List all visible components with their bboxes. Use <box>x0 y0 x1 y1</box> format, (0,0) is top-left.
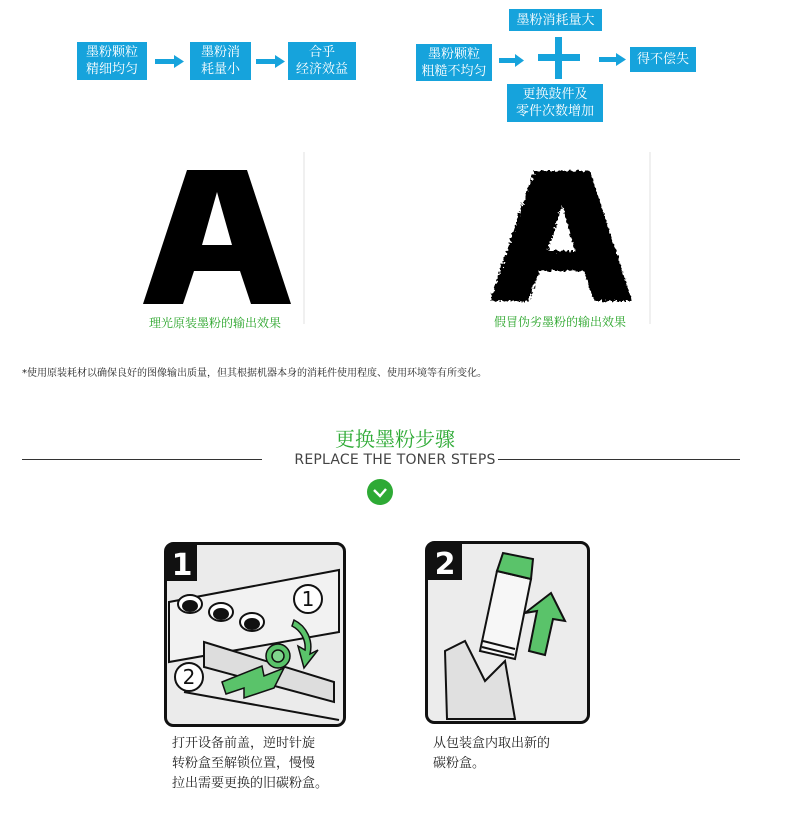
flow-box-coarse-particles: 墨粉颗粒 粗糙不均匀 <box>416 44 492 81</box>
step1-number: 1 <box>171 548 193 583</box>
divider <box>498 459 740 460</box>
disclaimer-note: *使用原装耗材以确保良好的图像输出质量，但其根据机器本身的消耗件使用程度、使用环境等有所变化。 <box>22 368 487 379</box>
check-circle-icon <box>367 479 393 505</box>
counterfeit-caption: 假冒伪劣墨粉的输出效果 <box>493 315 626 329</box>
flow-box-economic: 合乎 经济效益 <box>288 42 356 80</box>
divider <box>649 152 651 324</box>
flow-box-fine-particles: 墨粉颗粒 精细均匀 <box>77 42 147 80</box>
arrow-right-icon <box>155 55 185 69</box>
flow-box-not-worth: 得不偿失 <box>630 47 696 72</box>
genuine-caption: 理光原装墨粉的输出效果 <box>148 316 281 330</box>
step1-marker-1: 1 <box>301 587 315 611</box>
step1-marker-2: 2 <box>182 665 196 689</box>
flow-box-high-consumption: 墨粉消耗量大 <box>509 9 602 31</box>
plus-icon <box>538 37 580 79</box>
step2-text: 从包装盒内取出新的 碳粉盒。 <box>433 736 551 771</box>
section-title: 更换墨粉步骤 <box>335 427 455 451</box>
step1-text: 打开设备前盖，逆时针旋 转粉盒至解锁位置，慢慢 拉出需要更换的旧碳粉盒。 <box>172 736 329 791</box>
step2-number: 2 <box>434 547 456 582</box>
sharp-letter-a-image <box>143 170 291 304</box>
step1-illustration <box>164 542 346 727</box>
flow-box-more-replacement: 更换鼓件及 零件次数增加 <box>507 84 603 122</box>
arrow-right-icon <box>256 55 286 69</box>
flow-box-low-consumption: 墨粉消 耗量小 <box>190 42 251 80</box>
arrow-right-icon <box>599 53 627 66</box>
blurry-letter-a-image <box>486 167 636 307</box>
step2-illustration <box>425 541 590 724</box>
divider <box>303 152 305 324</box>
section-subtitle: REPLACE THE TONER STEPS <box>294 452 496 468</box>
arrow-right-icon <box>499 54 525 67</box>
